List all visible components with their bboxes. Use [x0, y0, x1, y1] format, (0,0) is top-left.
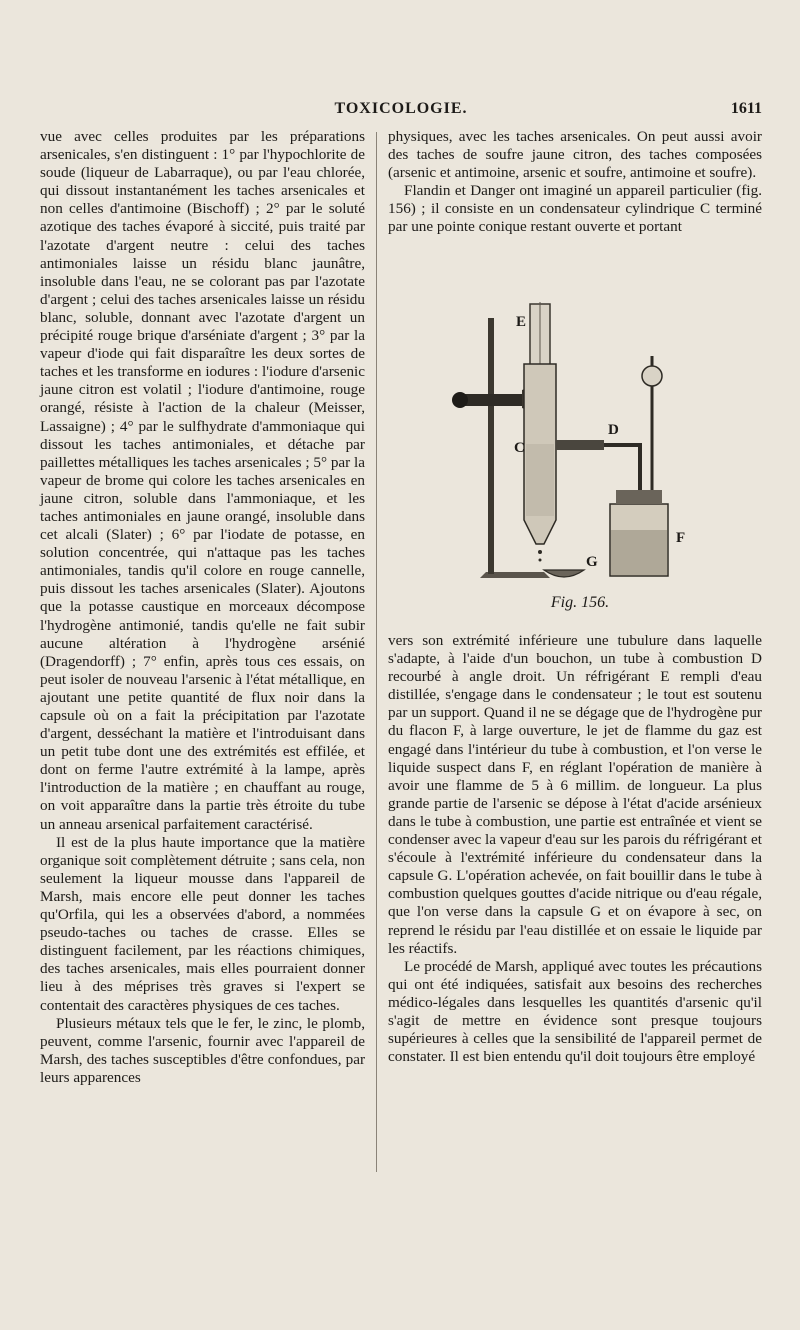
- right-paragraph-3: vers son extrémité inférieure une tubulure dans laquelle s'adapte, à l'aide d'un bouchon, un tube à combustion D recourbé à angle droit. Un réfrigérant E rempli d'eau distillée, s'engage dans le condensateur ; le tout est soutenu par un support. Quand il ne se dégage que de l'hydrogène pur du flacon F, à large ouverture, le jet de flamme du gaz est engagé dans l'intérieur du tube à combustion, et l'on verse le liquide suspect dans F, en réglant l'opération de manière à avoir une flamme de 5 à 6 millim. de longueur. La plus grande partie de l'arsenic se dépose à l'état d'acide arsénieux dans le tube à combustion, une partie est entraînée et vient se condenser avec la vapeur d'eau sur les parois du réfrigérant et s'écoule à l'extrémité inférieure du condensateur dans la capsule G. L'opération achevée, on fait bouillir dans le tube à combustion quelques gouttes d'acide nitrique ou d'eau régale, que l'on verse dans la capsule G et on évapore à sec, on reprend le résidu par l'eau distillée et on essaie le liquide par les réactifs.: [388, 632, 762, 957]
- right-column-bottom: [388, 632, 762, 1066]
- bulb: [642, 366, 662, 386]
- column-divider: [376, 132, 377, 1172]
- label-e: E: [516, 314, 527, 330]
- left-paragraph-3: Plusieurs métaux tels que le fer, le zinc, le plomb, peuvent, comme l'arsenic, fournir avec l'appareil de Marsh, des taches susceptibles d'être confondues, par leurs apparences: [40, 1014, 365, 1086]
- right-paragraph-2: Flandin et Danger ont imaginé un appareil particulier (fig. 156) ; il consiste en un condensateur cylindrique C terminé par une pointe conique restant ouverte et portant: [388, 182, 762, 236]
- capsule-g: [544, 570, 584, 577]
- page-header: [40, 100, 762, 122]
- label-d: D: [608, 422, 619, 438]
- left-column: [40, 128, 365, 1087]
- label-c: C: [514, 440, 525, 456]
- right-paragraph-4: Le procédé de Marsh, appliqué avec toutes les précautions qui ont été indiquées, satisfait aux besoins des recherches médico-légales dans lesquelles les quantités d'arsenic qu'il s'agit de mettre en évidence sont presque toujours supérieures à celles que la sensibilité de l'appareil permet de constater. Il est bien entendu qu'il doit toujours être employé: [388, 957, 762, 1066]
- label-f: F: [676, 530, 686, 546]
- left-paragraph-1: vue avec celles produites par les préparations arsenicales, s'en distinguent : 1° par l'hypochlorite de soude (liqueur de Labarraque), ou par l'eau chlorée, qui dissout instantanément les taches arsenicales et non celles d'antimoine (Bischoff) ; 2° par le soluté azotique des taches évaporé à siccité, puis traité par l'azotate d'argent neutre : celui des taches antimoniales laisse un résidu blanc jaunâtre, insoluble dans l'eau, ne se colorant pas par l'azotate d'argent ; celui des taches arsenicales laisse un résidu blanc, soluble, donnant avec l'azotate d'argent un précipité rouge brique d'arséniate d'argent ; 3° par la vapeur d'iode qui fait disparaître les deux sortes de taches et les transforme en iodures : l'iodure d'arsenic jaune citron est volatil ; l'iodure d'antimoine, rouge orangé, résiste à l'action de la chaleur (Meisser, Lassaigne) ; 4° par le sulfhydrate d'ammoniaque qui dissout les taches antimoniales, et détache par paillettes métalliques les taches arsenicales ; 5° par la vapeur de brome qui colore les taches arsenicales en jaune citron, soluble dans l'ammoniaque, et les taches antimoniales en jaune orangé, insoluble dans cet alcali (Slater) ; 6° par l'iodate de potasse, en solution concentrée, qui n'attaque pas les taches antimoniales, tandis qu'il colore en rouge cannelle, puis dissout les taches arsenicales (Slater). Ajoutons que la potasse caustique en morceaux décompose l'hydrogène antimonié, tandis qu'elle ne fait subir aucune altération à l'hydrogène arsénié (Dragendorff) ; 7° enfin, après tous ces essais, on peut isoler de nouveau l'arsenic à l'état métallique, en ajoutant une petite quantité de flux noir dans la capsule où on a fait la précipitation par l'azotate d'argent, desséchant la matière et l'introduisant dans un petit tube dont une des extrémités est effilée, et dont on ferme l'autre extrémité à la lampe, après l'introduction de la matière ; en chauffant au rouge, on voit apparaître dans la partie très étroite du tube un anneau arsenical parfaitement caractérisé.: [40, 128, 365, 833]
- right-column-top: [388, 128, 762, 237]
- page-number: 1611: [730, 100, 762, 117]
- figure-caption: Fig. 156.: [550, 594, 610, 611]
- running-title: TOXICOLOGIE.: [334, 100, 468, 117]
- apparatus-illustration: [440, 294, 700, 594]
- figure-156-apparatus: [440, 294, 700, 624]
- label-g: G: [586, 554, 598, 570]
- right-paragraph-1: physiques, avec les taches arsenicales. On peut aussi avoir des taches de soufre jaune citron, des taches composées (arsenic et antimoine, arsenic et soufre, antimoine et soufre).: [388, 128, 762, 182]
- clamp-screw: [452, 392, 468, 408]
- left-paragraph-2: Il est de la plus haute importance que la matière organique soit complètement détruite ; sans cela, non seulement la liqueur mousse dans l'appareil de Marsh, mais encore elle peut donner les taches qu'Orfila, qui les a observées d'abord, a nommées pseudo-taches ou taches de crasse. Elles se distinguent facilement, par les réactions chimiques, des taches arsenicales, mais elles pourraient donner lieu à des méprises très graves si l'expert se contentait des caractères physiques de ces taches.: [40, 833, 365, 1014]
- tubulure: [556, 440, 604, 450]
- stand-rod: [488, 318, 494, 574]
